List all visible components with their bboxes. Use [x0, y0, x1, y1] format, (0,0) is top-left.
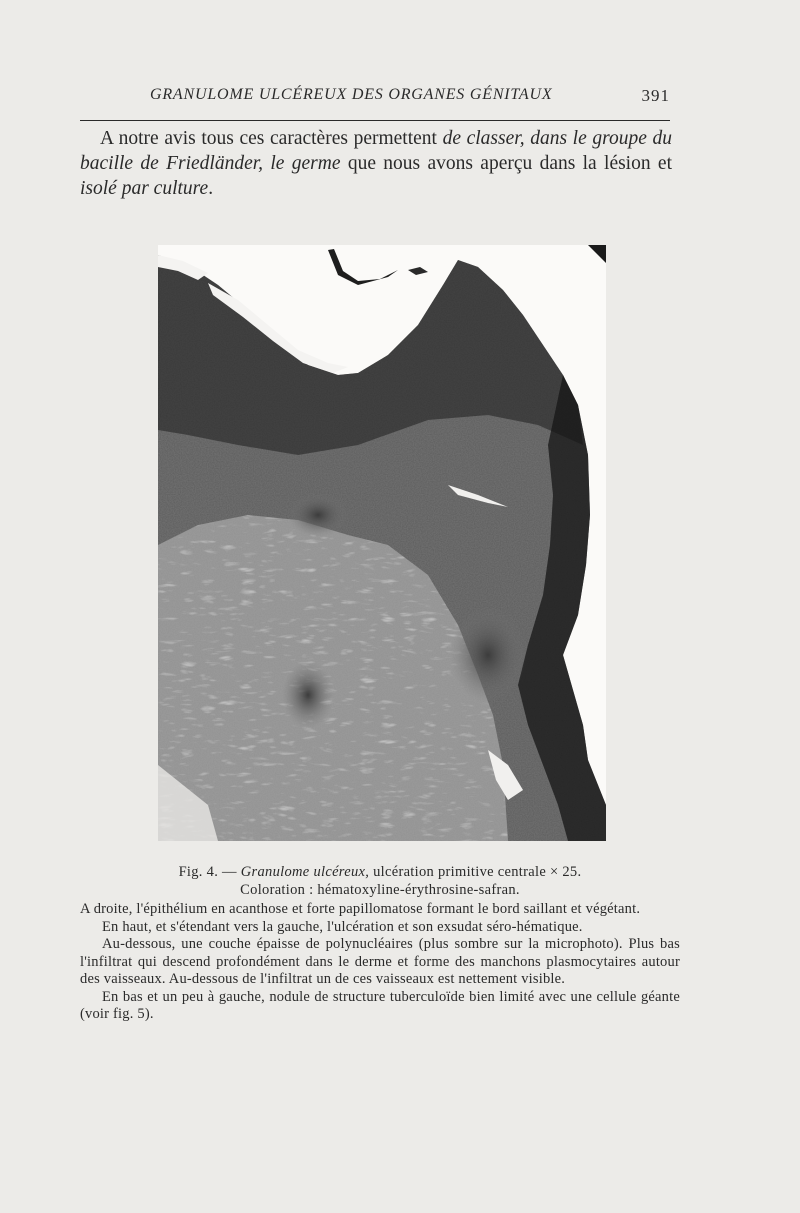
caption-rest: ulcération primitive centrale × 25. [369, 864, 582, 880]
header-rule [80, 120, 670, 121]
figure-description-3: Au-dessous, une couche épaisse de polynucléaires (plus sombre sur la microphoto). Plus bas l'infiltrat qui descend profondément dans le derme et forme des manchons plasmocytaires autour des vaisseaux. Au-dessous de l'infiltrat un de ces vaisseaux est nettement visible. [80, 936, 680, 987]
figure-description-4: En bas et un peu à gauche, nodule de structure tuberculoïde bien limité avec une cellule géante (voir fig. 5). [80, 988, 680, 1022]
running-title: GRANULOME ULCÉREUX DES ORGANES GÉNITAUX [150, 86, 553, 103]
caption-italic: Granulome ulcéreux, [240, 864, 370, 880]
figure-caption [80, 864, 680, 882]
page-number: 391 [641, 86, 670, 105]
intro-text-2: que nous avons aperçu dans la lésion et [340, 153, 672, 174]
running-header [80, 86, 670, 110]
intro-text-3: . [208, 178, 214, 199]
figure-caption-block [80, 864, 680, 1024]
caption-prefix: Fig. 4. — [178, 864, 241, 880]
intro-text-1: A notre avis tous ces caractères permettent [100, 128, 443, 149]
figure-description-1: A droite, l'épithélium en acanthose et forte papillomatose formant le bord saillant et végétant. [80, 901, 641, 917]
micrograph-image [158, 245, 606, 841]
figure-description-2: En haut, et s'étendant vers la gauche, l'ulcération et son exsudat séro-hématique. [102, 918, 583, 935]
micrograph-figure [158, 245, 606, 841]
intro-paragraph [80, 126, 672, 201]
intro-italic-2: isolé par culture [80, 178, 209, 199]
intro-italic-1: de classer, dans le groupe du bacille de Friedländer, le germe [80, 128, 672, 174]
figure-coloration: Coloration : hématoxyline-érythrosine-safran. [240, 881, 520, 898]
